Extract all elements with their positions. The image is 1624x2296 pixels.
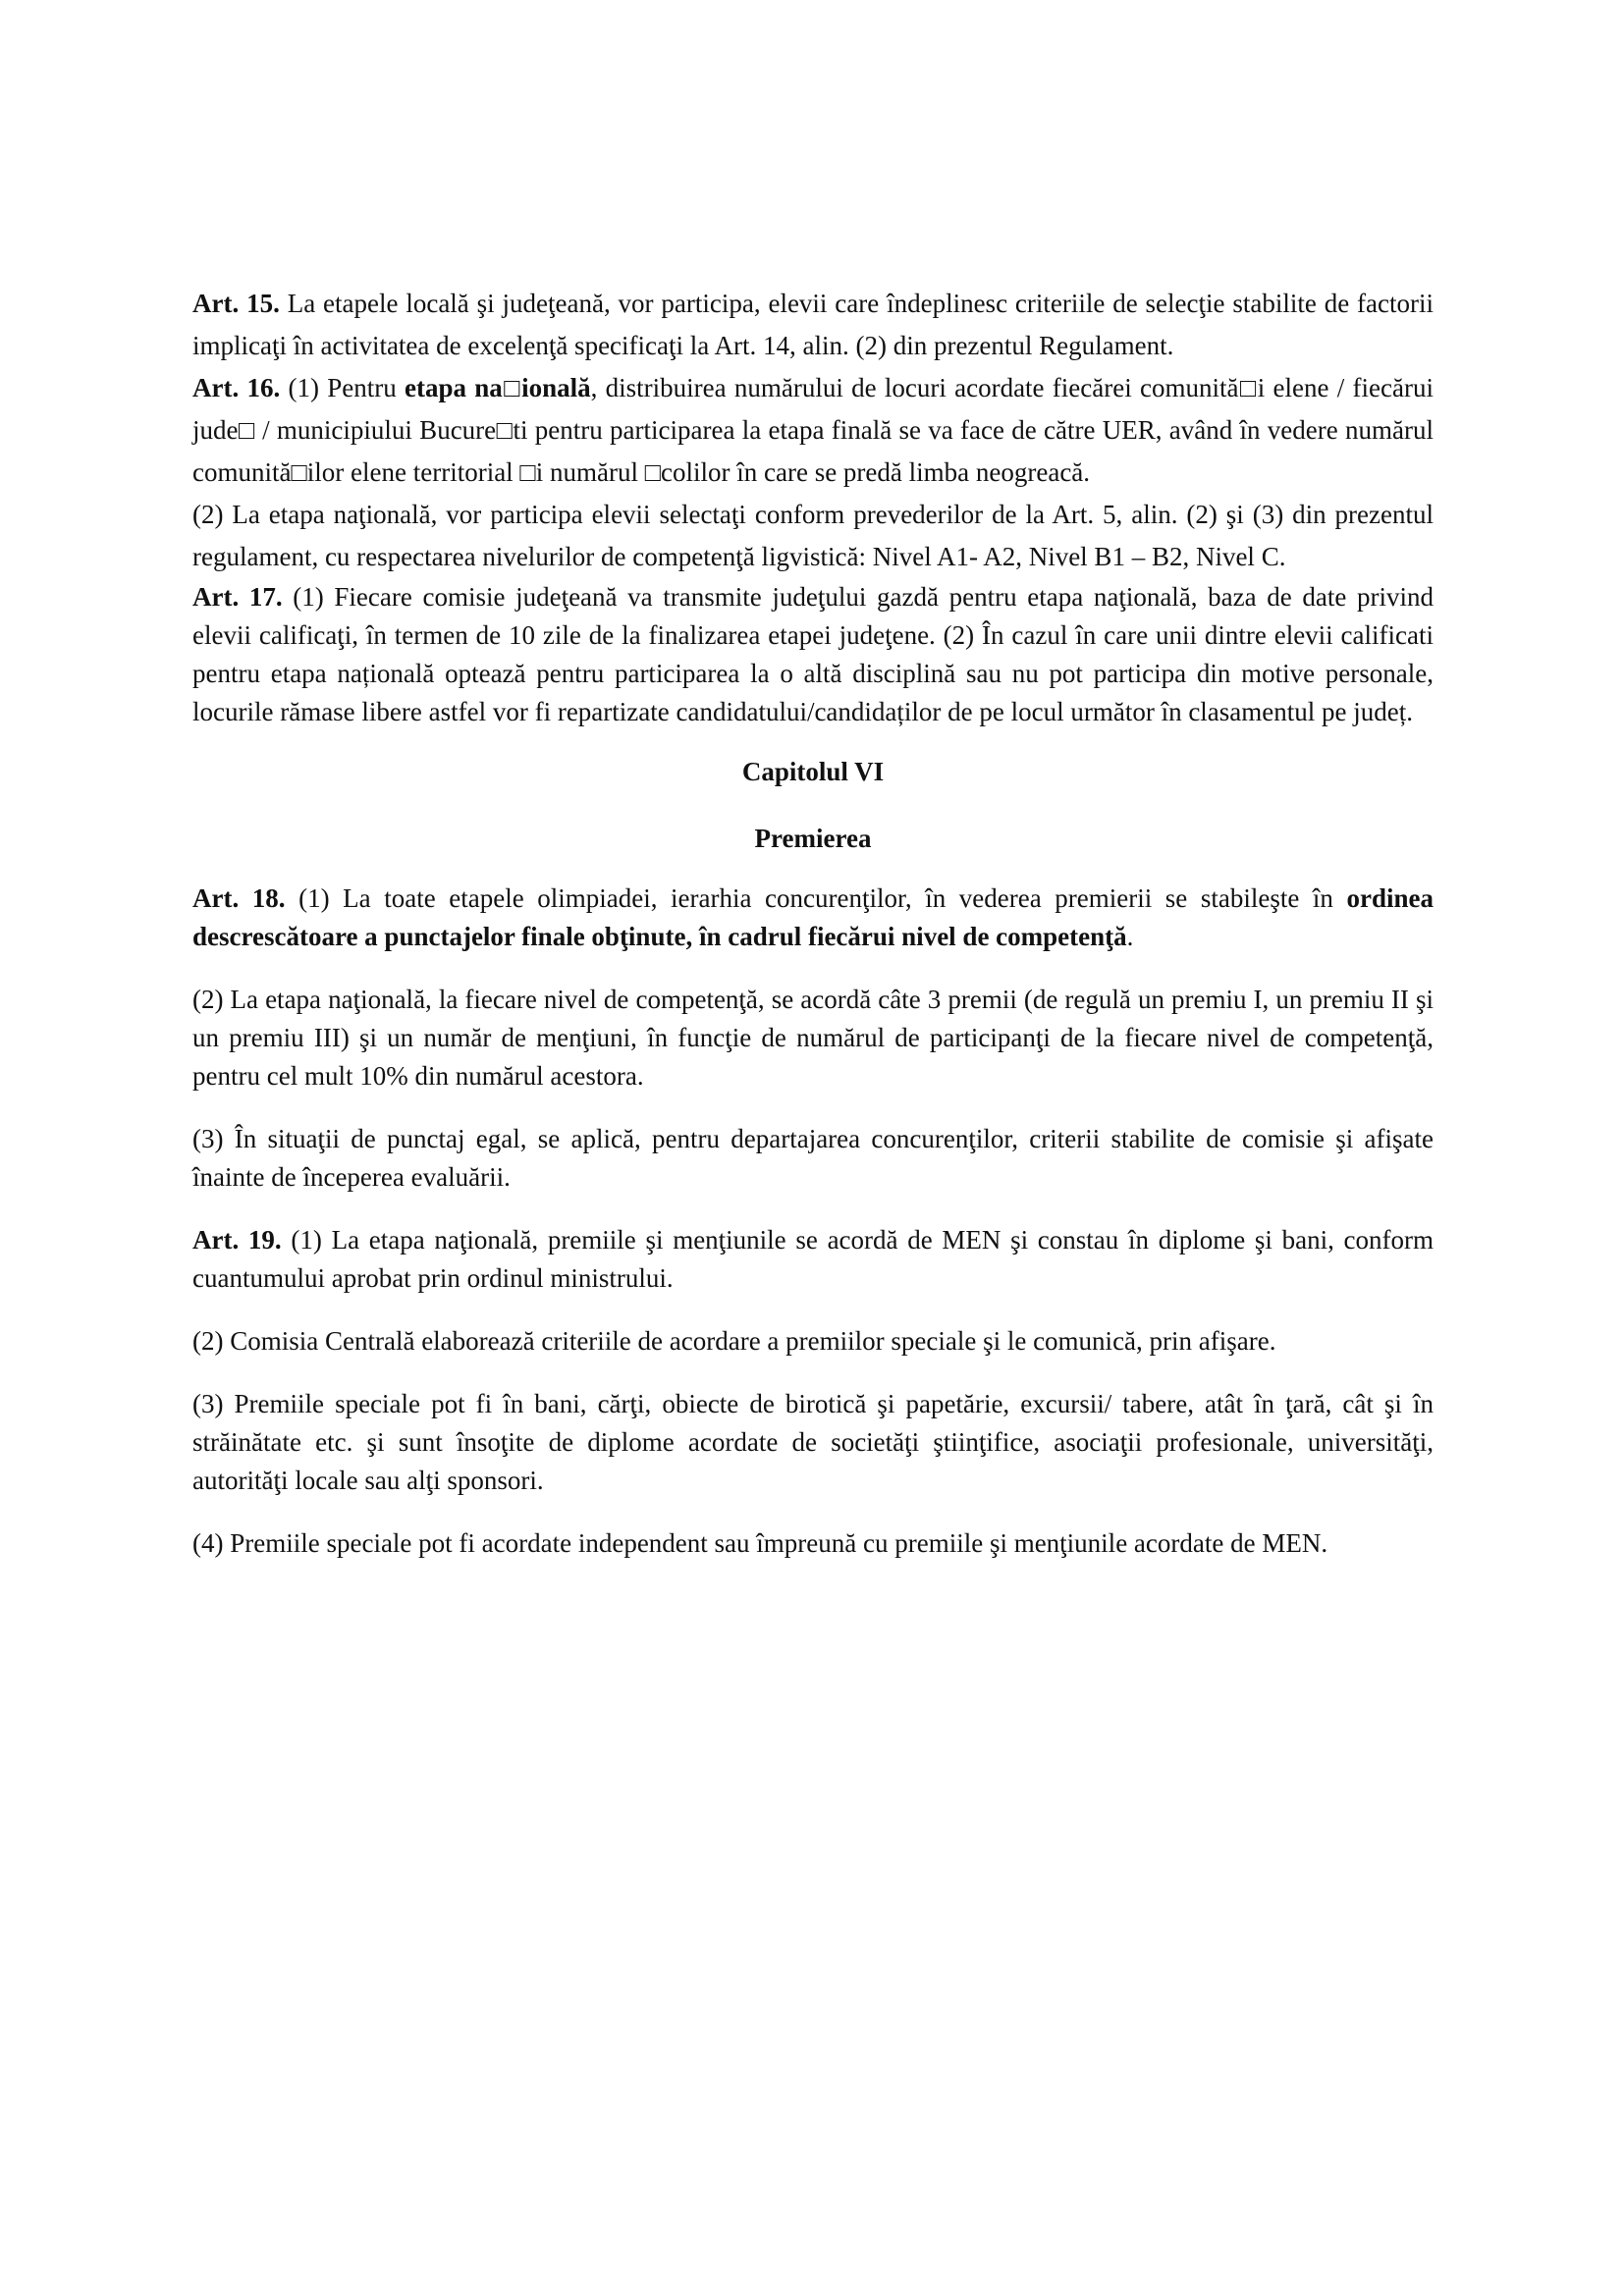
article-17-label: Art. 17. [192, 582, 283, 612]
article-15-text: La etapele locală şi judeţeană, vor participa, elevii care îndeplinesc criteriile de selecţie stabilite de factorii implicaţi în activitatea de excelenţă specificaţi la Art. 14, alin. (2) din prezentul Regulament. [192, 289, 1434, 360]
article-18-para-2: (2) La etapa naţională, la fiecare nivel de competenţă, se acordă câte 3 premii (de regulă un premiu I, un premiu II şi un premiu III) şi un număr de menţiuni, în funcţie de numărul de participanţi de la fiecare nivel de competenţă, pentru cel mult 10% din numărul acestora. [192, 985, 1434, 1091]
article-16-para-1 [192, 367, 1434, 494]
article-18-label: Art. 18. [192, 883, 286, 913]
article-19-para-4: (4) Premiile speciale pot fi acordate independent sau împreună cu premiile şi menţiunile acordate de MEN. [192, 1528, 1328, 1558]
article-16-p1-start: (1) Pentru [280, 373, 406, 402]
article-17 [192, 578, 1434, 731]
article-15 [192, 283, 1434, 367]
article-18-para-3: (3) În situaţii de punctaj egal, se aplică, pentru departajarea concurenţilor, criterii stabilite de comisie şi afişate înainte de începerea evaluării. [192, 1124, 1434, 1192]
document-page [192, 283, 1434, 1563]
article-19-para-3: (3) Premiile speciale pot fi în bani, cărţi, obiecte de birotică şi papetărie, excursii/ tabere, atât în ţară, cât şi în străinătate etc. şi sunt însoţite de diplome acordate de societăţi ştiinţifice, asociaţii profesionale, universităţi, autorităţi locale sau alţi sponsori. [192, 1389, 1434, 1495]
chapter-title: Premierea [754, 824, 872, 853]
article-19-label: Art. 19. [192, 1225, 282, 1255]
article-19-p1-text: (1) La etapa naţională, premiile şi menţiunile se acordă de MEN şi constau în diplome şi bani, conform cuantumului aprobat prin ordinul ministrului. [192, 1225, 1434, 1293]
article-18-p1-end: . [1126, 922, 1134, 951]
article-16-p1-bold: etapa na□ională [405, 373, 591, 402]
article-18-p1-start: (1) La toate etapele olimpiadei, ierarhia concurenţilor, în vederea premierii se stabileşte în [285, 883, 1347, 913]
chapter-number: Capitolul VI [741, 757, 885, 786]
article-19-para-2: (2) Comisia Centrală elaborează criteriile de acordare a premiilor speciale şi le comunică, prin afişare. [192, 1326, 1276, 1356]
article-18-p1-bold: ordinea descrescătoare a punctajelor finale obţinute, în cadrul fiecărui nivel de competenţă [192, 883, 1434, 951]
article-16-label: Art. 16. [192, 373, 281, 402]
article-18-para-1 [192, 880, 1434, 956]
article-16-para-2: (2) La etapa naţională, vor participa elevii selectaţi conform prevederilor de la Art. 5, alin. (2) şi (3) din prezentul regulament, cu respectarea nivelurilor de competenţă ligvistică: Nivel A1- A2, Nivel B1 – B2, Nivel C. [192, 500, 1434, 571]
article-17-text: (1) Fiecare comisie judeţeană va transmite judeţului gazdă pentru etapa naţională, baza de date privind elevii calificaţi, în termen de 10 zile de la finalizarea etapei judeţene. (2) În cazul în care unii dintre elevii calificati pentru etapa națională optează pentru participarea la o altă disciplină sau nu pot participa din motive personale, locurile rămase libere astfel vor fi repartizate candidatului/candidaților de pe locul următor în clasamentul pe județ. [192, 582, 1434, 726]
article-15-label: Art. 15. [192, 289, 280, 318]
article-16-p1-end: , distribuirea numărului de locuri acordate fiecărei comunită□i elene / fiecărui jude□ / municipiului Bucure□ti pentru participarea la etapa finală se va face de către UER, având în vedere numărul comunită□ilor elene territorial □i numărul □colilor în care se predă limba neogreacă. [192, 373, 1434, 487]
article-19-para-1 [192, 1221, 1434, 1298]
